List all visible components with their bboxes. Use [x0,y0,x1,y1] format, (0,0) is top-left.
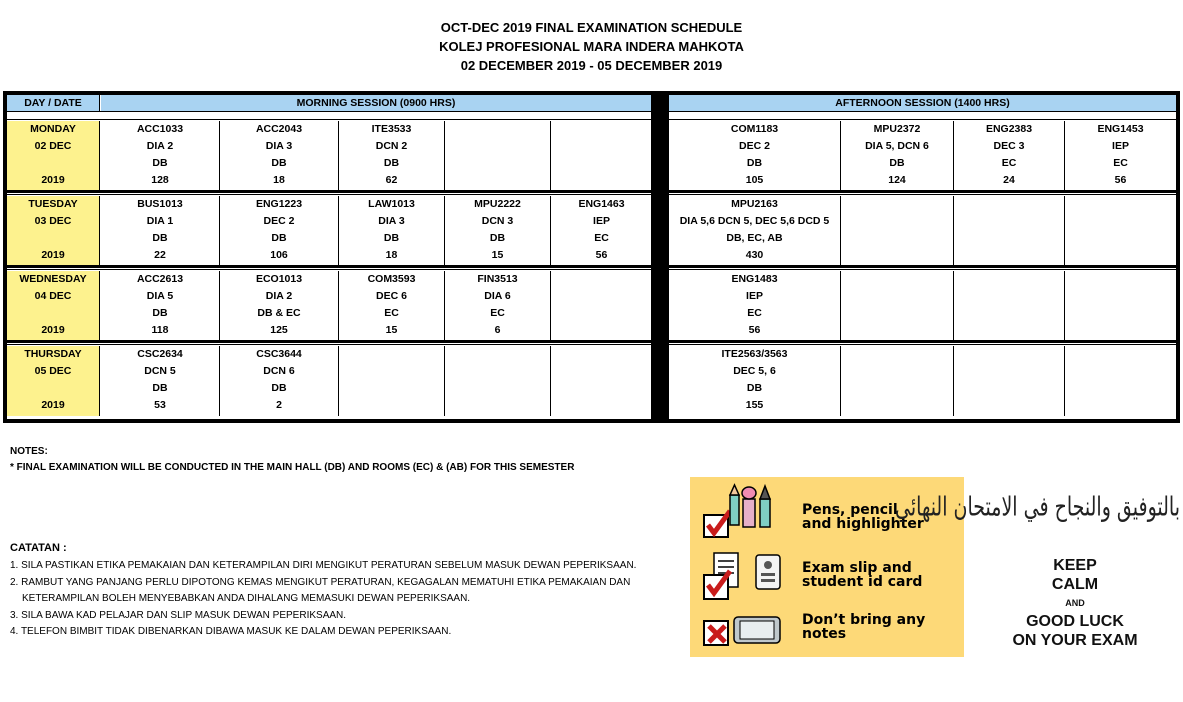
day-year: 2019 [41,174,65,186]
arabic-calligraphy [895,478,1180,536]
exam-group: DIA 3 [378,215,405,227]
notes-line: * FINAL EXAMINATION WILL BE CONDUCTED IN THE MAIN HALL (DB) AND ROOMS (EC) & (AB) FOR THIS SEMESTER [10,462,575,473]
title-line-2: KOLEJ PROFESIONAL MARA INDERA MAHKOTA [439,39,744,54]
afternoon-exam-cell [1065,121,1176,191]
spacer [7,155,99,172]
exam-venue [954,305,1064,322]
exam-group: DEC 2 [739,140,770,152]
exam-venue: DB [152,157,168,169]
afternoon-session-header: AFTERNOON SESSION (1400 HRS) [669,95,1176,111]
exam-venue: DB [271,382,287,394]
reminder-item-slip [690,549,964,605]
header-divider [7,119,651,120]
morning-exam-cell [220,196,339,266]
exam-count [841,397,953,414]
day-cell [7,346,100,416]
day-name: WEDNESDAY [19,273,87,285]
catatan-title: CATATAN : [10,542,67,554]
morning-exam-cell [445,196,551,266]
exam-code: BUS1013 [137,198,183,210]
exam-count: 106 [270,249,288,261]
exam-group [551,138,652,155]
exam-count: 155 [745,399,764,411]
exam-group [1065,363,1176,380]
page-title [0,18,1183,75]
day-year: 2019 [41,324,65,336]
exam-count [339,397,444,414]
exam-venue: DB [746,157,763,169]
afternoon-exam-cell [1065,271,1176,341]
exam-code [954,271,1064,288]
day-name: TUESDAY [28,198,78,210]
day-cell [7,196,100,266]
exam-count [1065,247,1176,264]
calligraphy-text: بالتوفيق والنجاح في الامتحان النهائي [895,491,1180,523]
exam-group [1065,213,1176,230]
day-date: 05 DEC [34,365,72,377]
exam-count: 2 [276,399,282,411]
phone-icon [700,607,800,655]
exam-venue: DB [746,382,763,394]
catatan-list [10,558,680,641]
exam-group: IEP [746,290,763,302]
morning-exam-cell [220,346,339,416]
exam-count: 125 [270,324,288,336]
exam-code [1065,346,1176,363]
row-separator [7,194,651,195]
row-separator [7,269,651,270]
exam-venue: DB [383,157,400,169]
exam-group: DCN 5 [144,365,176,377]
morning-exam-cell [551,121,652,191]
keep-calm-line: AND [1065,598,1085,608]
exam-count: 56 [595,249,608,261]
header-divider [669,111,1176,112]
day-year: 2019 [41,399,65,411]
morning-exam-cell [101,121,220,191]
exam-group: DEC 5, 6 [733,365,776,377]
morning-session-header: MORNING SESSION (0900 HRS) [101,95,651,111]
keep-calm-line: CALM [1051,576,1099,593]
exam-venue: DB [152,232,168,244]
exam-venue: EC [490,307,505,319]
spacer [7,305,99,322]
exam-code: ENG1223 [255,198,303,210]
exam-venue [1065,380,1176,397]
reminder-text: Exam slip and [802,560,912,576]
exam-group [841,213,953,230]
catatan-item: 1. SILA PASTIKAN ETIKA PEMAKAIAN DAN KETERAMPILAN DIRI MENGIKUT PERATURAN SEBELUM MASUK DEWAN PEPERIKSAAN. [10,560,637,571]
exam-group [954,213,1064,230]
exam-code [551,346,652,363]
reminder-text: student id card [802,574,923,590]
title-line-3: 02 DECEMBER 2019 - 05 DECEMBER 2019 [460,58,723,73]
exam-venue: DB [271,232,287,244]
exam-venue [841,380,953,397]
exam-venue: DB [383,232,400,244]
exam-group: IEP [1112,140,1129,152]
keep-calm-message [970,556,1180,650]
exam-venue [339,380,444,397]
exam-group: DIA 1 [146,215,174,227]
exam-group: DIA 5 [146,290,174,302]
row-separator [669,344,1176,345]
afternoon-exam-cell [1065,346,1176,416]
exam-venue [551,380,652,397]
exam-code [339,346,444,363]
afternoon-block [669,95,1176,419]
day-cell [7,121,100,191]
reminder-text: notes [802,626,847,642]
exam-code: ACC1033 [136,123,184,135]
exam-count: 53 [154,399,166,411]
exam-count: 18 [273,174,285,186]
afternoon-exam-cell [841,196,954,266]
exam-group: DIA 2 [146,140,174,152]
exam-count [954,397,1064,414]
exam-group: DEC 3 [993,140,1025,152]
exam-code: COM1183 [730,123,779,135]
exam-count: 18 [385,249,398,261]
exam-count: 22 [154,249,166,261]
exam-group: DIA 5,6 DCN 5, DEC 5,6 DCD 5 [679,215,830,227]
morning-exam-cell [445,121,551,191]
catatan-item: 4. TELEFON BIMBIT TIDAK DIBENARKAN DIBAWA MASUK KE DALAM DEWAN PEPERIKSAAN. [10,626,452,637]
exam-venue [954,230,1064,247]
exam-count [841,247,953,264]
exam-venue [551,155,652,172]
exam-slip-icon [700,549,800,605]
exam-code: MPU2163 [731,198,778,210]
exam-count: 128 [151,174,169,186]
exam-group [1065,288,1176,305]
day-date: 03 DEC [34,215,72,227]
exam-venue: EC [594,232,609,244]
exam-group: DIA 6 [484,290,511,302]
row-separator [7,190,651,193]
exam-code: MPU2372 [873,123,921,135]
exam-venue: DB, EC, AB [726,232,783,244]
exam-code: ITE3533 [371,123,412,135]
exam-count: 24 [1003,174,1015,186]
day-name: THURSDAY [24,348,82,360]
exam-group [339,363,444,380]
exam-code: CSC3644 [256,348,302,360]
pens-icon [700,481,800,541]
exam-schedule-table [3,91,1180,423]
exam-group: DEC 6 [376,290,407,302]
reminder-text: Don’t bring any [802,612,926,628]
exam-count [445,172,550,189]
afternoon-exam-cell [954,196,1065,266]
exam-group [954,288,1064,305]
day-cell [7,271,100,341]
exam-code [841,346,953,363]
exam-venue: DB [152,382,168,394]
exam-venue: DB [152,307,168,319]
morning-exam-cell [220,121,339,191]
exam-venue: EC [384,307,399,319]
exam-count [1065,397,1176,414]
exam-group: IEP [593,215,610,227]
afternoon-exam-cell [841,121,954,191]
morning-exam-cell [339,346,445,416]
exam-group: DCN 2 [375,140,408,152]
exam-code [445,346,550,363]
keep-calm-line: ON YOUR EXAM [1012,632,1138,649]
exam-group: DEC 2 [263,215,295,227]
exam-code [841,271,953,288]
exam-code: MPU2222 [474,198,521,210]
exam-venue [841,230,953,247]
afternoon-exam-cell [669,121,841,191]
exam-code: ACC2613 [136,273,184,285]
exam-count: 15 [385,324,398,336]
exam-group [551,363,652,380]
day-date: 04 DEC [34,290,72,302]
exam-venue [551,305,652,322]
morning-exam-cell [551,196,652,266]
exam-count: 62 [385,174,398,186]
morning-exam-cell [339,271,445,341]
exam-count [1065,322,1176,339]
exam-code [445,121,550,138]
keep-calm-line: GOOD LUCK [1026,613,1124,630]
exam-group [954,363,1064,380]
exam-code [551,271,652,288]
exam-venue: EC [747,307,762,319]
exam-code: FIN3513 [477,273,518,285]
exam-venue: DB [889,157,905,169]
exam-count [445,397,550,414]
exam-count: 15 [491,249,504,261]
spacer [7,230,99,247]
morning-exam-cell [101,271,220,341]
exam-count [841,322,953,339]
afternoon-exam-cell [669,196,841,266]
exam-count [551,397,652,414]
exam-code [551,121,652,138]
afternoon-exam-cell [954,121,1065,191]
day-year: 2019 [41,249,65,261]
exam-group: DIA 5, DCN 6 [865,140,929,152]
morning-exam-cell [101,346,220,416]
row-separator [7,265,651,268]
exam-count: 124 [888,174,906,186]
morning-exam-cell [339,121,445,191]
day-date-header: DAY / DATE [7,95,100,111]
exam-venue: DB & EC [257,307,301,319]
afternoon-exam-cell [841,346,954,416]
exam-group [841,288,953,305]
afternoon-exam-cell [954,346,1065,416]
exam-code: ENG2383 [985,123,1033,135]
exam-venue: DB [271,157,287,169]
title-line-1: OCT-DEC 2019 FINAL EXAMINATION SCHEDULE [440,20,743,35]
exam-count [551,322,652,339]
exam-group: DCN 3 [481,215,514,227]
exam-group: DIA 2 [265,290,293,302]
afternoon-exam-cell [669,271,841,341]
exam-venue: EC [1113,157,1128,169]
exam-code: ENG1453 [1097,123,1144,135]
row-separator [669,269,1176,270]
exam-code: LAW1013 [368,198,415,210]
exam-code: ECO1013 [255,273,303,285]
exam-venue [445,155,550,172]
catatan-item: 2. RAMBUT YANG PANJANG PERLU DIPOTONG KEMAS MENGIKUT PERATURAN, KEGAGALAN MEMATUHI ETIKA PEMAKAIAN DAN KETERAMPILAN BOLEH MENYEBABKAN ANDA DIHALANG MEMASUKI DEWAN PEPERIKSAAN. [10,576,631,604]
exam-group [551,288,652,305]
exam-count: 430 [745,249,764,261]
exam-count: 118 [151,324,169,336]
row-separator [669,190,1176,193]
keep-calm-line: KEEP [1053,557,1097,574]
exam-venue [841,305,953,322]
row-separator [7,340,651,343]
morning-exam-cell [220,271,339,341]
morning-exam-cell [445,346,551,416]
exam-code: ENG1463 [578,198,625,210]
notes-section [10,444,574,476]
exam-venue: EC [1001,157,1017,169]
exam-code: ENG1483 [731,273,778,285]
exam-code [841,196,953,213]
reminder-item-notes [690,607,964,655]
day-name: MONDAY [30,123,76,135]
exam-group [841,363,953,380]
row-separator [669,340,1176,343]
exam-count [954,322,1064,339]
exam-venue [1065,230,1176,247]
exam-count: 105 [745,174,764,186]
header-divider [669,119,1176,120]
exam-code: ACC2043 [255,123,303,135]
row-separator [669,194,1176,195]
notes-title: NOTES: [10,446,48,457]
catatan-item: 3. SILA BAWA KAD PELAJAR DAN SLIP MASUK DEWAN PEPERIKSAAN. [10,609,347,621]
morning-exam-cell [101,196,220,266]
exam-group [445,138,550,155]
spacer [7,380,99,397]
exam-venue [954,380,1064,397]
row-separator [669,265,1176,268]
morning-block [7,95,651,419]
day-date: 02 DEC [34,140,72,152]
exam-group: DCN 6 [263,365,295,377]
exam-count [551,172,652,189]
afternoon-exam-cell [954,271,1065,341]
exam-venue [1065,305,1176,322]
exam-count: 56 [1114,174,1127,186]
reminder-text: and highlighter [802,516,924,532]
row-separator [7,344,651,345]
reminder-text: Pens, pencil [802,502,898,518]
exam-code [954,196,1064,213]
morning-exam-cell [551,271,652,341]
exam-code [1065,196,1176,213]
exam-code [954,346,1064,363]
morning-exam-cell [551,346,652,416]
exam-code: CSC2634 [137,348,183,360]
exam-venue: DB [489,232,506,244]
exam-code: ITE2563/3563 [721,348,788,360]
morning-exam-cell [445,271,551,341]
header-divider [7,111,651,112]
afternoon-exam-cell [841,271,954,341]
exam-group: DIA 3 [265,140,293,152]
exam-group [445,363,550,380]
morning-exam-cell [339,196,445,266]
exam-count: 6 [494,324,501,336]
exam-count [954,247,1064,264]
exam-code: COM3593 [367,273,416,285]
afternoon-exam-cell [669,346,841,416]
exam-venue [445,380,550,397]
afternoon-exam-cell [1065,196,1176,266]
exam-code [1065,271,1176,288]
exam-count: 56 [748,324,761,336]
